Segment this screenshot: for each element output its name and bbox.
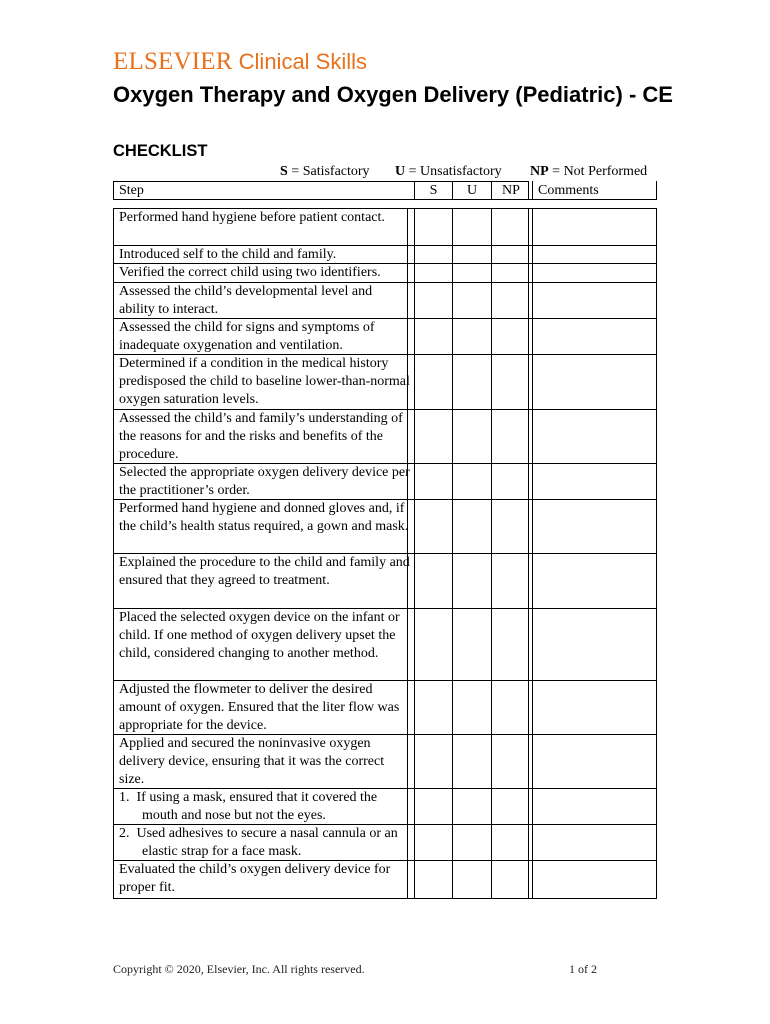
- step-text: Selected the appropriate oxygen delivery device per the practitioner’s order.: [119, 465, 410, 499]
- brand-product: Clinical Skills: [238, 49, 368, 74]
- step-text: 1. If using a mask, ensured that it covered the mouth and nose but not the eyes.: [119, 790, 378, 824]
- checklist-row: [113, 246, 657, 264]
- legend-not-performed: NP = Not Performed: [530, 164, 648, 179]
- brand-publisher: ELSEVIER: [113, 48, 233, 75]
- header-s: S: [429, 183, 438, 198]
- header-divider: [414, 181, 415, 200]
- checklist-row: [113, 464, 657, 500]
- step-text: Assessed the child for signs and symptoms of inadequate oxygenation and ventilation.: [119, 320, 375, 354]
- header-u: U: [466, 183, 478, 198]
- header-divider: [452, 181, 453, 200]
- checklist-heading: CHECKLIST: [113, 142, 208, 160]
- checklist-row: [113, 500, 657, 554]
- step-text: Evaluated the child’s oxygen delivery device for proper fit.: [119, 862, 391, 896]
- header-divider: [532, 181, 533, 200]
- step-text: Assessed the child’s and family’s understanding of the reasons for and the risks and benefits of the procedure.: [119, 411, 403, 463]
- header-divider: [656, 181, 657, 200]
- step-text: 2. Used adhesives to secure a nasal cannula or an elastic strap for a face mask.: [119, 826, 398, 860]
- header-top-rule: [113, 181, 528, 182]
- footer-page-number: 1 of 2: [569, 962, 597, 976]
- header-step: Step: [119, 183, 144, 198]
- header-divider: [491, 181, 492, 200]
- checklist-row: [113, 410, 657, 464]
- step-text: Placed the selected oxygen device on the infant or child. If one method of oxygen delivery upset the child, considered changing to another method.: [119, 610, 400, 662]
- step-text: Verified the correct child using two identifiers.: [119, 265, 381, 280]
- elsevier-clinical-skills-logo: [113, 48, 367, 79]
- checklist-row: [113, 825, 657, 861]
- header-comments: Comments: [538, 183, 599, 198]
- header-divider: [528, 181, 529, 200]
- step-text: Performed hand hygiene and donned gloves and, if the child’s health status required, a gown and mask.: [119, 501, 409, 535]
- checklist-row: [113, 735, 657, 789]
- step-text: Explained the procedure to the child and family and ensured that they agreed to treatment.: [119, 555, 410, 589]
- step-text: Assessed the child’s developmental level and ability to interact.: [119, 284, 373, 318]
- step-text: Performed hand hygiene before patient contact.: [119, 210, 385, 225]
- checklist-row: [113, 283, 657, 319]
- checklist-row: [113, 264, 657, 283]
- document-title: Oxygen Therapy and Oxygen Delivery (Pediatric) - CE: [113, 82, 673, 107]
- legend-unsatisfactory: U = Unsatisfactory: [395, 164, 502, 179]
- checklist-row: [113, 681, 657, 735]
- footer-copyright: Copyright © 2020, Elsevier, Inc. All rights reserved.: [113, 962, 365, 976]
- step-text: Adjusted the flowmeter to deliver the desired amount of oxygen. Ensured that the liter flow was appropriate for the device.: [119, 682, 400, 734]
- header-bottom-rule: [113, 199, 657, 200]
- checklist-row: [113, 554, 657, 609]
- checklist-row: [113, 319, 657, 355]
- header-divider: [113, 181, 114, 200]
- checklist-row: [113, 209, 657, 246]
- step-text: Determined if a condition in the medical history predisposed the child to baseline lower-than-normal oxygen saturation levels.: [119, 356, 410, 408]
- step-text: Applied and secured the noninvasive oxygen delivery device, ensuring that it was the correct size.: [119, 736, 385, 788]
- step-text: Introduced self to the child and family.: [119, 247, 337, 262]
- checklist-row: [113, 355, 657, 410]
- legend-satisfactory: S = Satisfactory: [280, 164, 370, 179]
- checklist-row: [113, 609, 657, 681]
- checklist-row: [113, 861, 657, 899]
- checklist-row: [113, 789, 657, 825]
- header-np: NP: [502, 183, 520, 198]
